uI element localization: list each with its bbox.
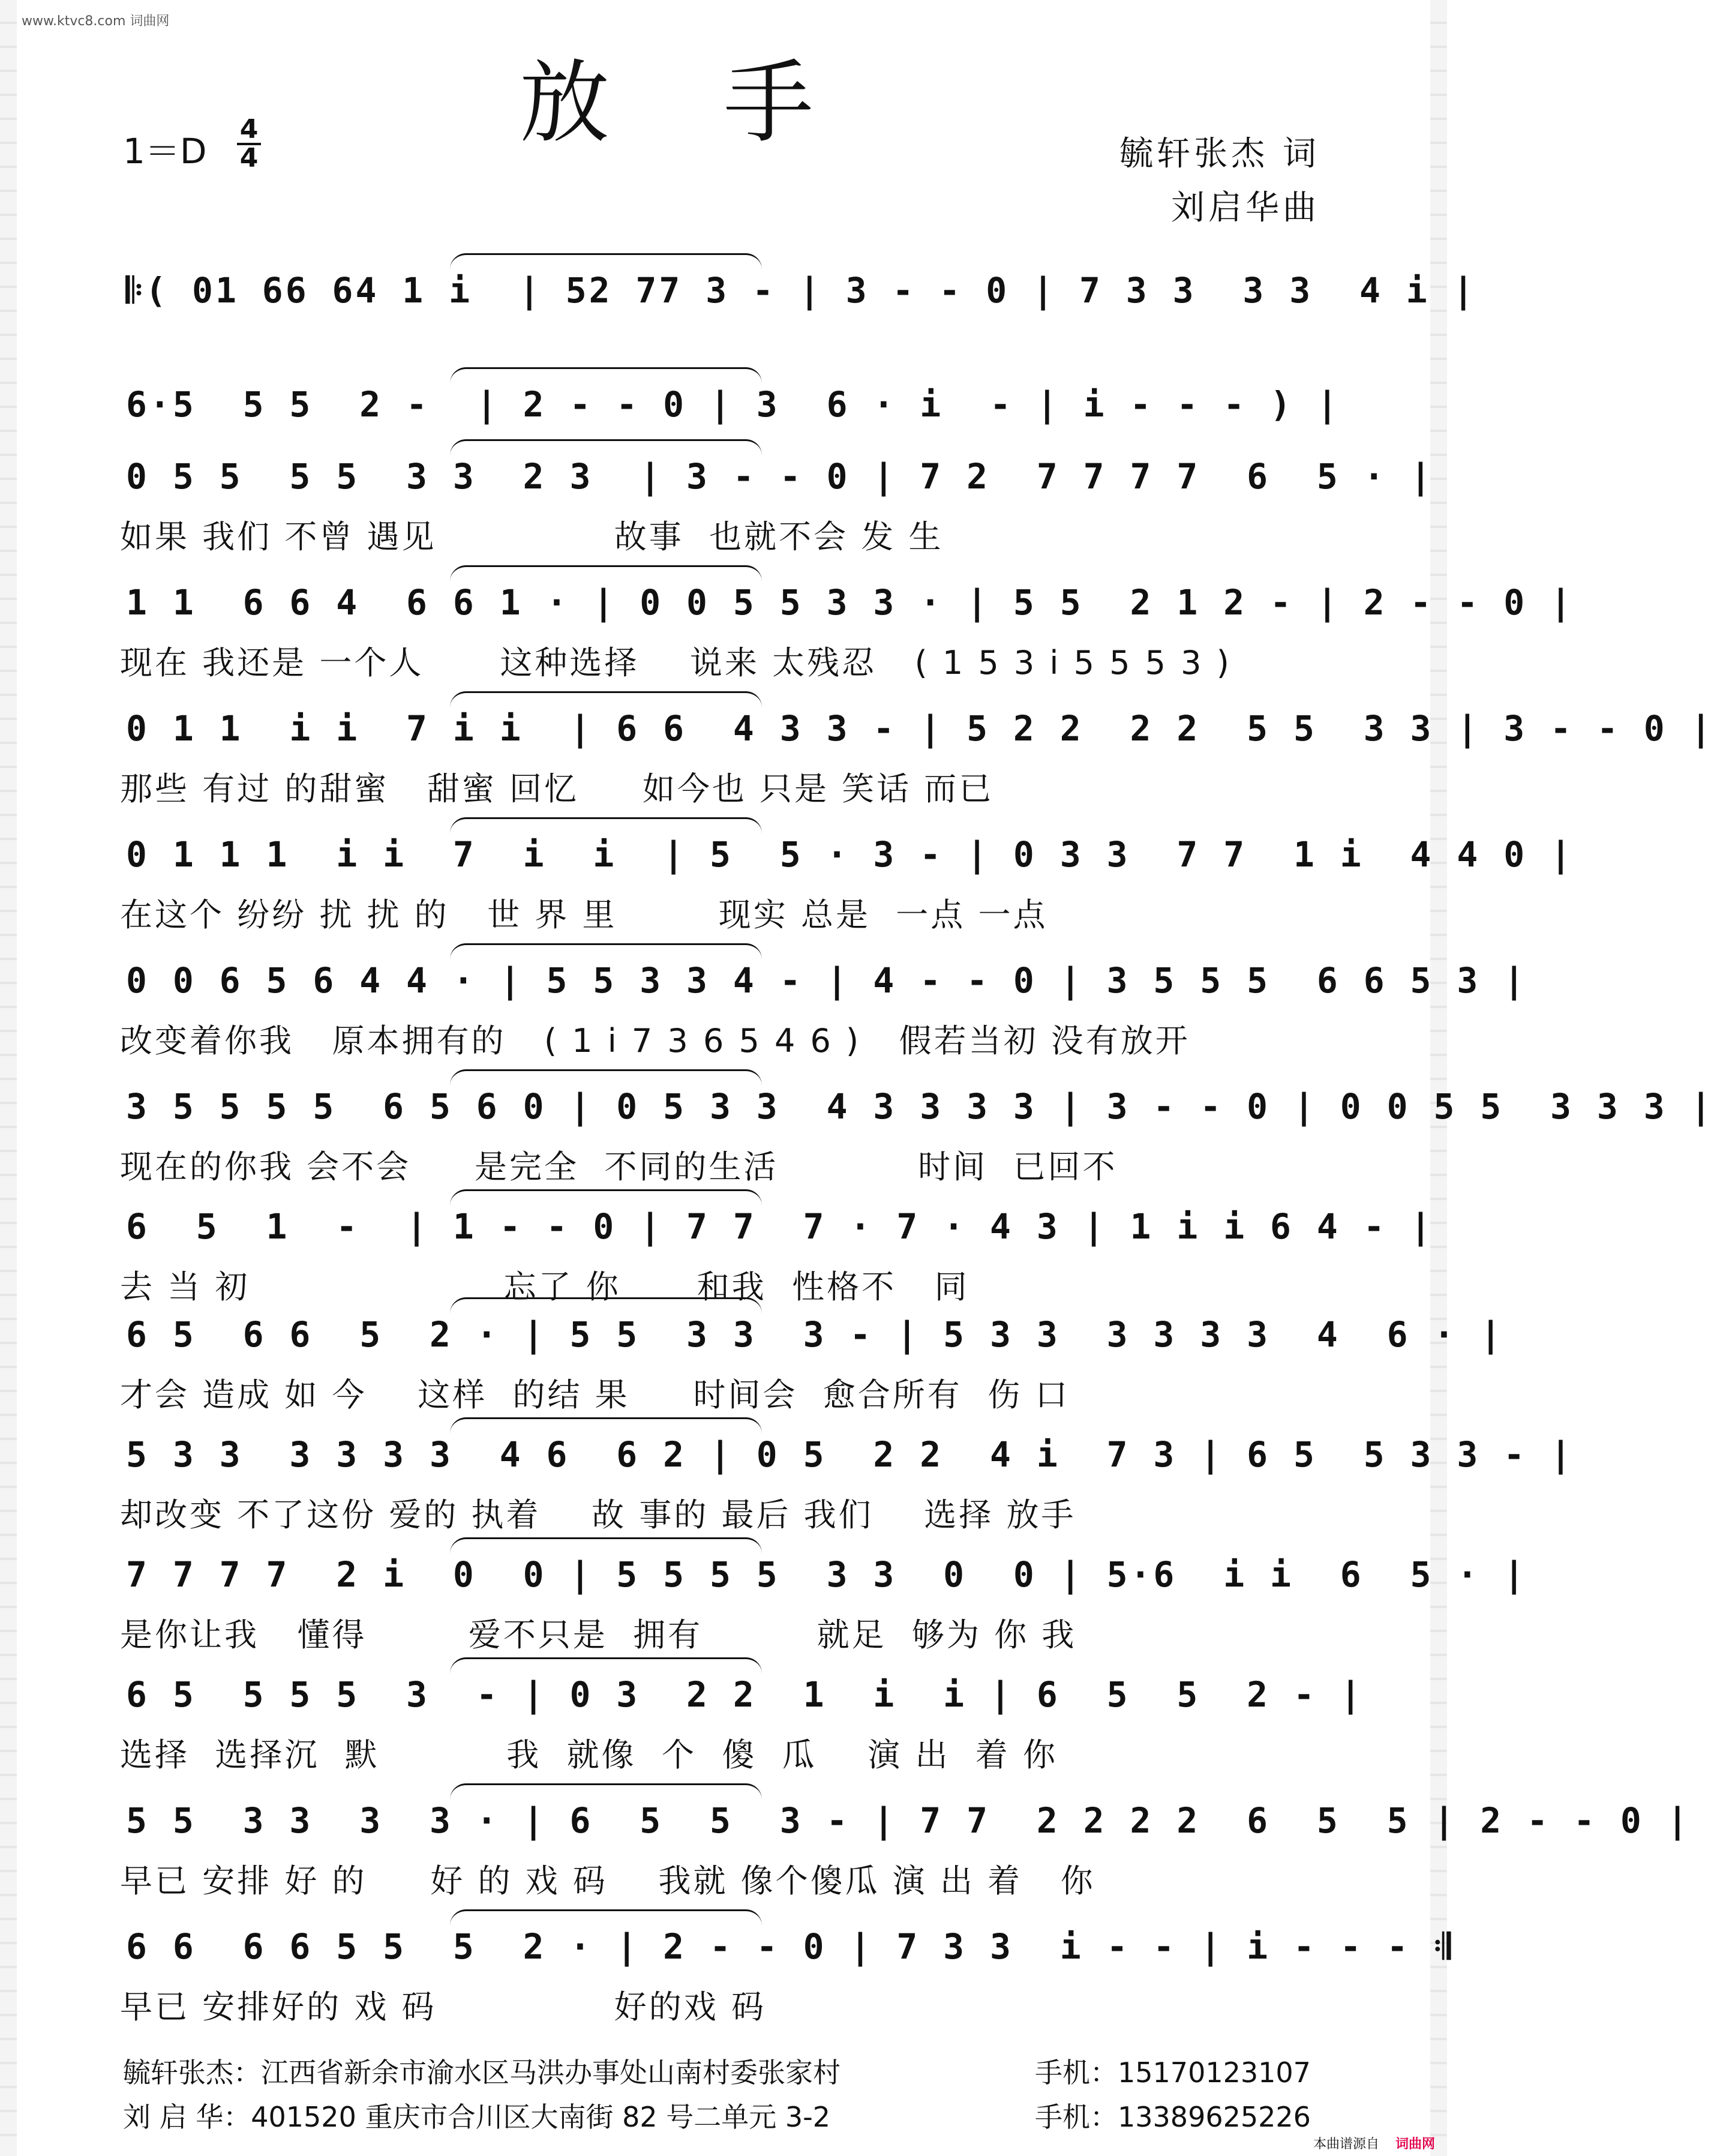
staff-notes: 3 5 5 5 5 6 5 6 0 | 0 5 3 3 4 3 3 3 3 | 3 - - 0 | 0 0 5 5 3 3 3 | (126, 1086, 1714, 1127)
lyricist-credit: 毓轩张杰 词 (1119, 134, 1320, 173)
slur (450, 1657, 762, 1674)
source-badge-text: 本曲谱源自 (1313, 2137, 1379, 2152)
slur (450, 1909, 762, 1926)
slur (450, 1537, 762, 1554)
staff-lyric: 才会 造成 如 今 这样 的结 果 时间会 愈合所有 伤 口 (120, 1376, 1070, 1414)
staff-notes: 6 5 5 5 5 3 - | 0 3 2 2 1 i i | 6 5 5 2 - | (126, 1674, 1364, 1715)
staff-notes: 0 1 1 1 i i 7 i i | 5 5 · 3 - | 0 3 3 7 7 1 i 4 4 0 | (126, 834, 1574, 875)
staff-notes: 7 7 7 7 2 i 0 0 | 5 5 5 5 3 3 0 0 | 5·6 i i 6 5 · | (126, 1554, 1527, 1595)
staff-lyric: 早已 安排 好 的 好 的 戏 码 我就 像个傻瓜 演 出 着 你 (120, 1862, 1095, 1900)
key-signature: 1＝D (123, 131, 207, 172)
time-sig-top: 4 (239, 114, 259, 145)
slur (450, 1189, 762, 1206)
staff-notes: 1 1 6 6 4 6 6 1 · | 0 0 5 5 3 3 · | 5 5 2 1 2 - | 2 - - 0 | (126, 582, 1574, 623)
slur (450, 1783, 762, 1800)
footer-address-composer: 刘 启 华：401520 重庆市合川区大南街 82 号二单元 3-2 (123, 2101, 830, 2133)
staff-lyric: 在这个 纷纷 扰 扰 的 世 界 里 现实 总是 一点 一点 (120, 896, 1048, 934)
staff-notes: 6 5 1 - | 1 - - 0 | 7 7 7 · 7 · 4 3 | 1 i i 6 4 - | (126, 1206, 1434, 1247)
slur (450, 691, 762, 707)
staff-notes: 𝄆( 01 66 64 1 i | 52 77 3 - | 3 - - 0 | 7 3 3 3 3 4 i | (126, 270, 1476, 311)
song-title: 放手 (519, 51, 927, 155)
slur (450, 565, 762, 581)
staff-lyric: 现在 我还是 一个人 这种选择 说来 太残忍 ( 1 5 3 i 5 5 5 3 ) (120, 644, 1232, 682)
staff-lyric: 选择 选择沉 默 我 就像 个 傻 瓜 演 出 着 你 (120, 1736, 1058, 1774)
staff-notes: 5 5 3 3 3 3 · | 6 5 5 3 - | 7 7 2 2 2 2 6 5 5 | 2 - - 0 | (126, 1800, 1691, 1841)
staff-lyric: 是你让我 懂得 爱不只是 拥有 就足 够为 你 我 (120, 1616, 1077, 1654)
staff-lyric: 去 当 初 忘了 你 和我 性格不 同 (120, 1268, 969, 1306)
staff-lyric: 现在的你我 会不会 是完全 不同的生活 时间 已回不 (120, 1148, 1118, 1186)
slur (450, 439, 762, 455)
footer-phone-lyricist: 手机：15170123107 (1035, 2056, 1311, 2089)
staff-notes: 5 3 3 3 3 3 3 4 6 6 2 | 0 5 2 2 4 i 7 3 | 6 5 5 3 3 - | (126, 1434, 1574, 1475)
staff-lyric: 却改变 不了这份 爱的 执着 故 事的 最后 我们 选择 放手 (120, 1496, 1076, 1534)
staff-notes: 0 1 1 i i 7 i i | 6 6 4 3 3 - | 5 2 2 2 2 5 5 3 3 | 3 - - 0 | (126, 708, 1714, 749)
staff-lyric: 早已 安排好的 戏 码 好的戏 码 (120, 1988, 766, 2026)
staff-notes: 0 5 5 5 5 3 3 2 3 | 3 - - 0 | 7 2 7 7 7 7 6 5 · | (126, 456, 1434, 497)
staff-notes: 0 0 6 5 6 4 4 · | 5 5 3 3 4 - | 4 - - 0 | 3 5 5 5 6 6 5 3 | (126, 960, 1527, 1001)
staff-lyric: 改变着你我 原本拥有的 ( 1 i 7 3 6 5 4 6 ) 假若当初 没有放开 (120, 1022, 1190, 1060)
time-sig-bottom: 4 (239, 143, 259, 173)
slur (450, 253, 762, 269)
composer-credit: 刘启华曲 (1171, 188, 1320, 227)
slur (450, 367, 762, 383)
slur (450, 1069, 762, 1086)
staff-notes: 6 5 6 6 5 2 · | 5 5 3 3 3 - | 5 3 3 3 3 3 3 4 6 · | (126, 1314, 1504, 1355)
site-logo: 词曲网 (1395, 2137, 1435, 2152)
slur (450, 1297, 762, 1314)
staff-lyric: 那些 有过 的甜蜜 甜蜜 回忆 如今也 只是 笑话 而已 (120, 770, 994, 808)
slur (450, 817, 762, 833)
left-border-strip (0, 0, 17, 2156)
slur (450, 943, 762, 959)
source-badge (1313, 2134, 1435, 2152)
time-signature (237, 114, 261, 173)
staff-lyric: 如果 我们 不曾 遇见 故事 也就不会 发 生 (120, 518, 944, 556)
staff-notes: 6 6 6 6 5 5 5 2 · | 2 - - 0 | 7 3 3 i - - | i - - - 𝄇 (126, 1926, 1453, 1967)
footer-phone-composer: 手机：13389625226 (1035, 2101, 1311, 2133)
site-watermark: www.ktvc8.com 词曲网 (22, 14, 170, 29)
footer-address-lyricist: 毓轩张杰：江西省新余市渝水区马洪办事处山南村委张家村 (123, 2056, 841, 2089)
staff-notes: 6·5 5 5 2 - | 2 - - 0 | 3 6 · i - | i - - - ) | (126, 384, 1340, 425)
slur (450, 1417, 762, 1434)
